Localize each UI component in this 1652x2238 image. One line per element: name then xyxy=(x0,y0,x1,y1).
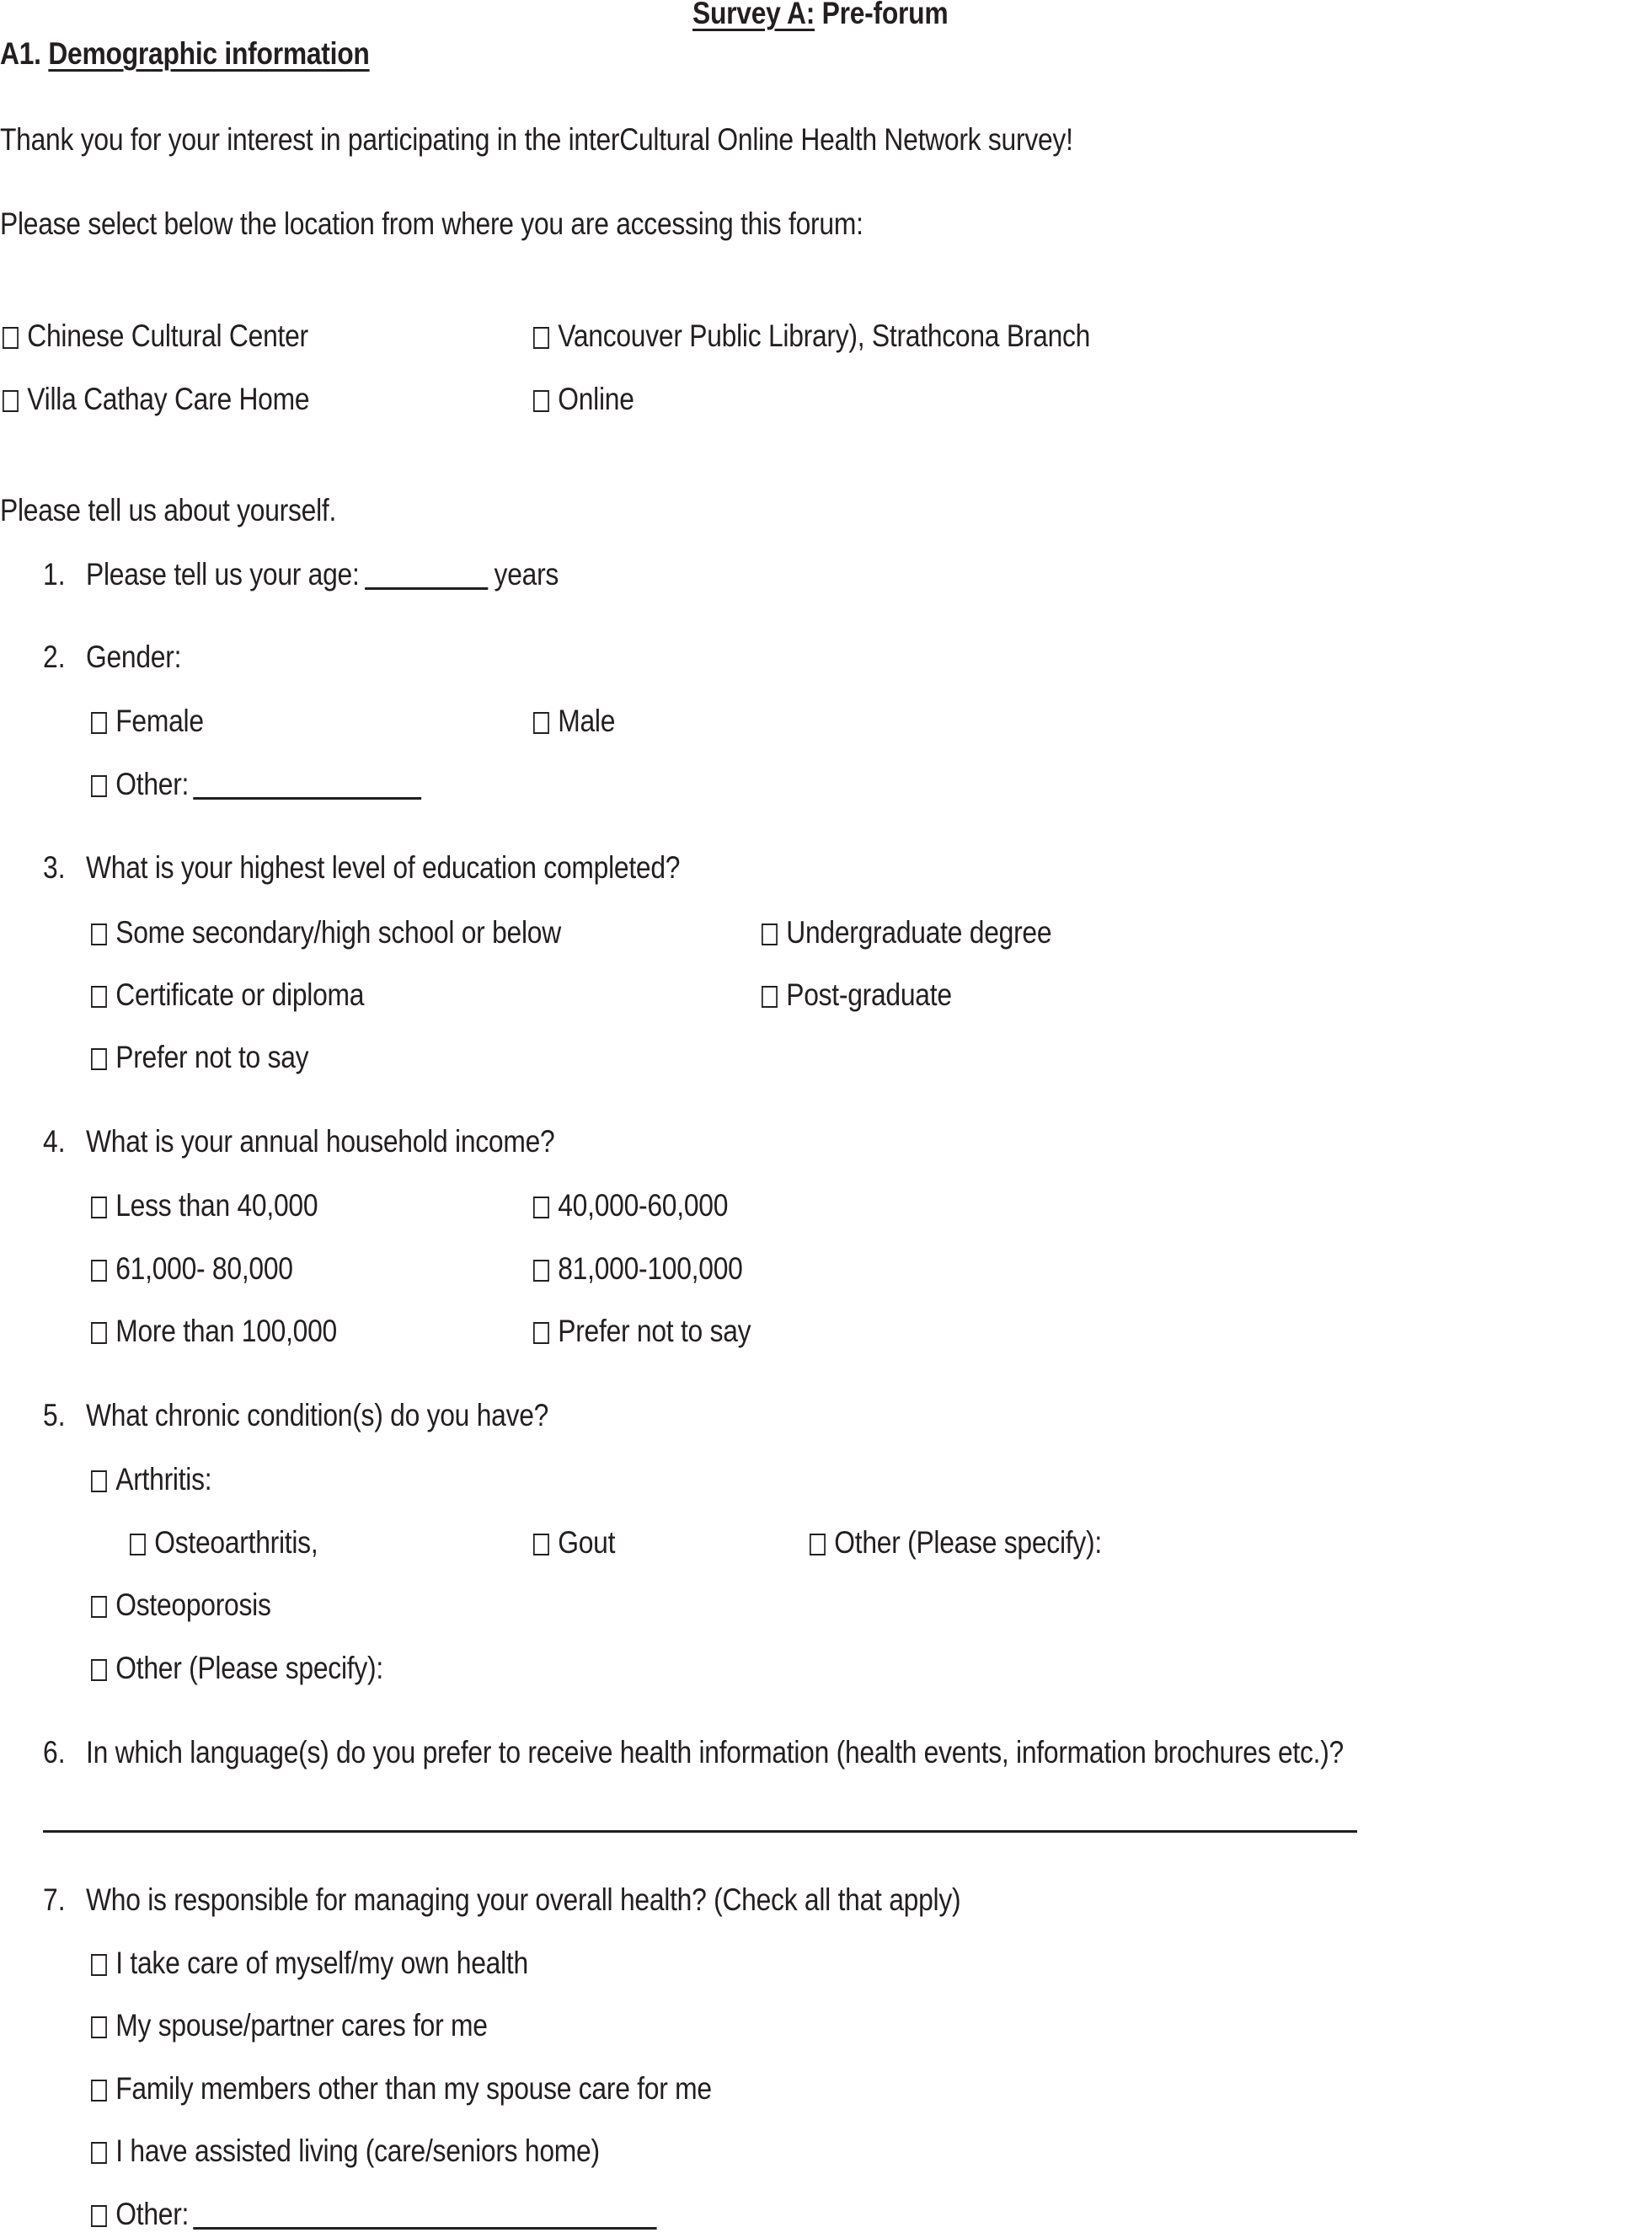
option-label: Osteoarthritis, xyxy=(154,1525,318,1560)
option-label: 61,000- 80,000 xyxy=(115,1251,293,1286)
gender-option-other[interactable] xyxy=(91,766,427,803)
checkbox-icon[interactable] xyxy=(91,2016,107,2038)
option-label: More than 100,000 xyxy=(115,1314,337,1348)
question-number: 1. xyxy=(43,557,66,592)
education-option[interactable] xyxy=(762,914,1051,951)
checkbox-icon[interactable] xyxy=(762,986,778,1008)
condition-option-osteoporosis[interactable] xyxy=(91,1587,271,1624)
checkbox-icon[interactable] xyxy=(91,1954,107,1976)
age-suffix: years xyxy=(494,557,559,592)
gender-option-female[interactable] xyxy=(91,703,204,740)
option-label: Vancouver Public Library), Strathcona Branch xyxy=(558,319,1091,353)
option-label: Other (Please specify): xyxy=(834,1525,1102,1560)
checkbox-icon[interactable] xyxy=(810,1534,826,1555)
survey-title xyxy=(692,0,948,32)
question-number: 6. xyxy=(43,1735,66,1770)
question-number: 7. xyxy=(43,1882,66,1917)
option-label: Prefer not to say xyxy=(115,1040,309,1074)
checkbox-icon[interactable] xyxy=(533,390,549,412)
checkbox-icon[interactable] xyxy=(533,1534,549,1555)
checkbox-icon[interactable] xyxy=(91,1048,107,1070)
option-label: Prefer not to say xyxy=(558,1314,751,1348)
option-label: I have assisted living (care/seniors home) xyxy=(115,2134,600,2168)
option-label: Villa Cathay Care Home xyxy=(27,382,310,416)
location-option-online[interactable] xyxy=(533,381,634,418)
checkbox-icon[interactable] xyxy=(533,1260,549,1282)
question-2: Gender: xyxy=(86,640,182,674)
checkbox-icon[interactable] xyxy=(91,986,107,1008)
checkbox-icon[interactable] xyxy=(91,1197,107,1218)
checkbox-icon[interactable] xyxy=(533,1197,549,1218)
education-option[interactable] xyxy=(91,914,561,951)
question-number: 4. xyxy=(43,1124,66,1159)
option-label: I take care of myself/my own health xyxy=(115,1946,528,1980)
question-5: What chronic condition(s) do you have? xyxy=(86,1398,549,1432)
care-option-other[interactable] xyxy=(91,2196,663,2233)
checkbox-icon[interactable] xyxy=(3,327,19,349)
option-label: 40,000-60,000 xyxy=(558,1188,729,1223)
income-option[interactable] xyxy=(533,1313,751,1350)
checkbox-icon[interactable] xyxy=(533,1322,549,1344)
checkbox-icon[interactable] xyxy=(91,1322,107,1344)
survey-title-text: Pre-forum xyxy=(815,0,949,30)
education-option[interactable] xyxy=(91,1039,308,1076)
option-label: Family members other than my spouse care for me xyxy=(115,2071,712,2106)
checkbox-icon[interactable] xyxy=(533,712,549,734)
option-label: Female xyxy=(115,704,204,738)
option-label: Post-graduate xyxy=(786,977,952,1012)
question-7: Who is responsible for managing your overall health? (Check all that apply) xyxy=(86,1882,961,1917)
checkbox-icon[interactable] xyxy=(91,1659,107,1681)
option-label: Less than 40,000 xyxy=(115,1188,318,1223)
survey-title-label: Survey A: xyxy=(692,0,815,30)
option-label: Other (Please specify): xyxy=(115,1651,383,1685)
question-number: 2. xyxy=(43,640,66,674)
option-label: Certificate or diploma xyxy=(115,977,365,1012)
income-option[interactable] xyxy=(533,1187,728,1224)
location-option-villa-cathay[interactable] xyxy=(3,381,309,418)
income-option[interactable] xyxy=(91,1250,293,1288)
income-option[interactable] xyxy=(91,1187,318,1224)
income-option[interactable] xyxy=(533,1250,743,1288)
gender-other-input[interactable] xyxy=(193,772,421,800)
option-label: Online xyxy=(558,382,634,416)
arthritis-option-gout[interactable] xyxy=(533,1524,615,1561)
question-6: In which language(s) do you prefer to receive health information (health events, information brochures etc.)? xyxy=(86,1735,1345,1770)
care-option[interactable] xyxy=(91,1945,528,1982)
option-label: 81,000-100,000 xyxy=(558,1251,743,1286)
checkbox-icon[interactable] xyxy=(91,775,107,797)
about-prompt: Please tell us about yourself. xyxy=(0,493,337,527)
checkbox-icon[interactable] xyxy=(91,2142,107,2164)
option-label: Chinese Cultural Center xyxy=(27,319,308,353)
checkbox-icon[interactable] xyxy=(91,1260,107,1282)
option-label: Male xyxy=(558,704,616,738)
language-answer-line[interactable] xyxy=(43,1830,1357,1833)
education-option[interactable] xyxy=(762,977,952,1014)
option-label: Other: xyxy=(115,2197,190,2231)
question-number: 5. xyxy=(43,1398,66,1432)
option-label: Gout xyxy=(558,1525,616,1560)
checkbox-icon[interactable] xyxy=(91,2080,107,2101)
question-1 xyxy=(86,556,559,593)
care-option[interactable] xyxy=(91,2133,600,2170)
gender-option-male[interactable] xyxy=(533,703,615,740)
education-option[interactable] xyxy=(91,977,364,1014)
checkbox-icon[interactable] xyxy=(533,327,549,349)
section-number: A1. xyxy=(0,36,41,71)
care-other-input[interactable] xyxy=(193,2202,656,2230)
arthritis-option-osteoarthritis[interactable] xyxy=(130,1524,318,1561)
location-prompt: Please select below the location from where you are accessing this forum: xyxy=(0,206,863,241)
section-heading xyxy=(0,35,370,72)
checkbox-icon[interactable] xyxy=(130,1534,146,1555)
option-label: Other: xyxy=(115,767,190,801)
option-label: Some secondary/high school or below xyxy=(115,915,561,950)
question-number: 3. xyxy=(43,850,66,885)
option-label: Osteoporosis xyxy=(115,1587,271,1622)
section-title: Demographic information xyxy=(48,36,370,71)
location-option-chinese-cultural-center[interactable] xyxy=(3,318,308,355)
checkbox-icon[interactable] xyxy=(3,390,19,412)
care-option[interactable] xyxy=(91,2007,488,2044)
arthritis-option-other[interactable] xyxy=(810,1524,1102,1561)
checkbox-icon[interactable] xyxy=(91,2205,107,2227)
option-label: My spouse/partner cares for me xyxy=(115,2008,488,2043)
condition-option-other[interactable] xyxy=(91,1650,383,1687)
intro-text: Thank you for your interest in participating in the interCultural Online Health Network survey! xyxy=(0,122,1073,157)
location-option-vancouver-library[interactable] xyxy=(533,318,1090,355)
checkbox-icon[interactable] xyxy=(91,1470,107,1492)
question-3: What is your highest level of education completed? xyxy=(86,850,681,885)
condition-option-arthritis[interactable] xyxy=(91,1461,211,1498)
question-text: Please tell us your age: xyxy=(86,557,360,592)
age-input[interactable] xyxy=(365,562,488,590)
checkbox-icon[interactable] xyxy=(762,924,778,945)
checkbox-icon[interactable] xyxy=(91,712,107,734)
income-option[interactable] xyxy=(91,1313,337,1350)
question-4: What is your annual household income? xyxy=(86,1124,555,1159)
option-label: Arthritis: xyxy=(115,1462,212,1496)
checkbox-icon[interactable] xyxy=(91,1596,107,1618)
checkbox-icon[interactable] xyxy=(91,924,107,945)
care-option[interactable] xyxy=(91,2070,712,2107)
option-label: Undergraduate degree xyxy=(786,915,1052,950)
